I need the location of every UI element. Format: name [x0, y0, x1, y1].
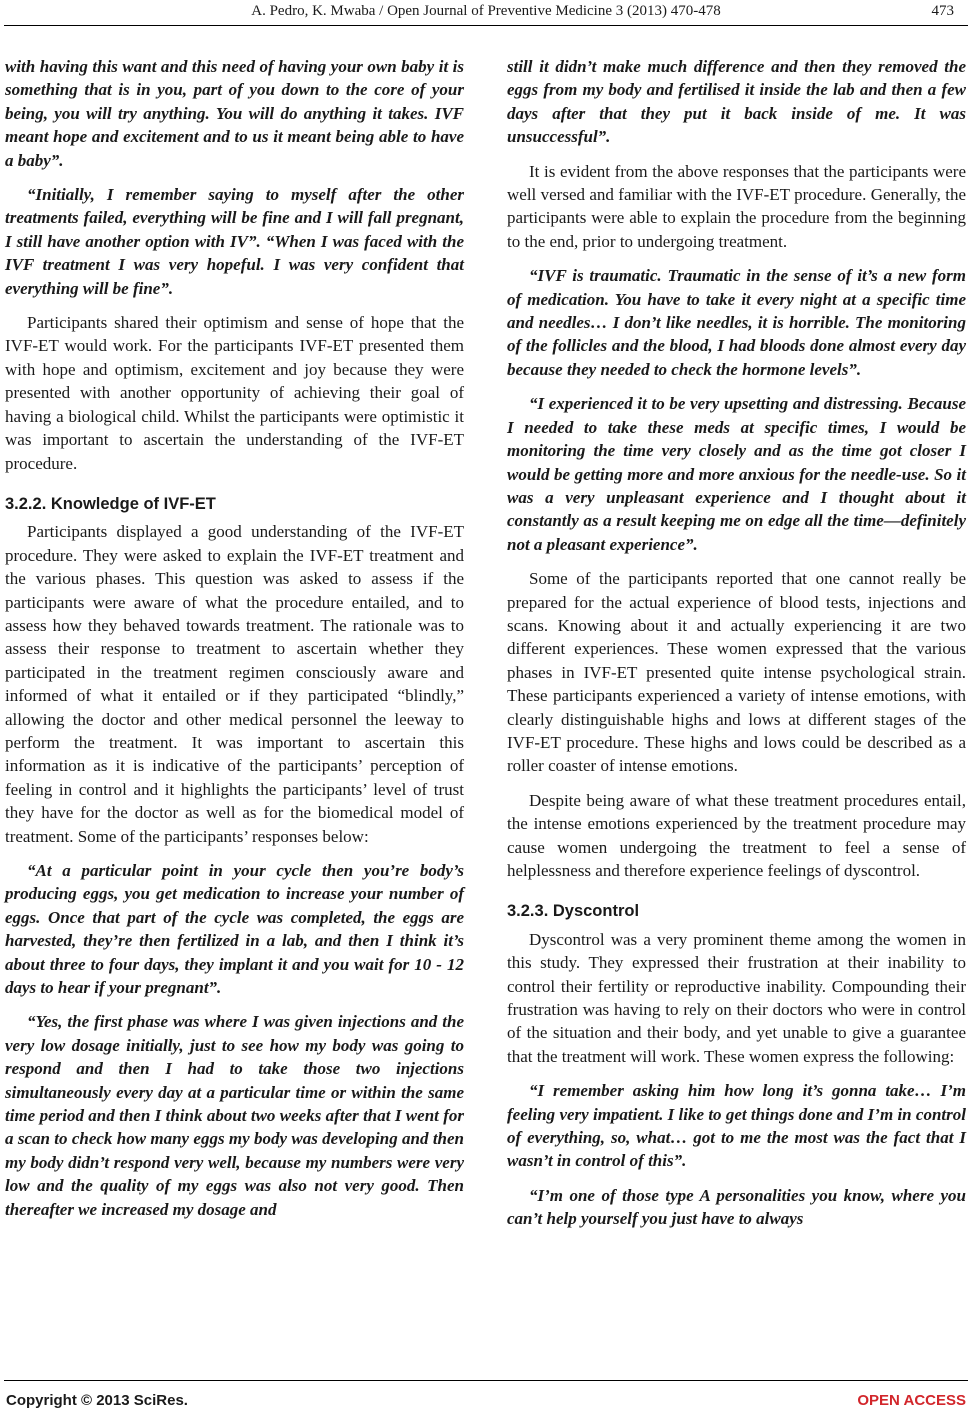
quote-paragraph: with having this want and this need of having your own baby it is something that is in you, part of you down to the core of your being, you will try anything. You will do anything it takes. IVF meant hope and excitement and to us it meant being able to have a baby”. [5, 57, 464, 170]
open-access-label: OPEN ACCESS [857, 1392, 966, 1409]
page-number: 473 [931, 3, 954, 19]
footer-rule [4, 1380, 968, 1381]
quote-paragraph: “Initially, I remember saying to myself after the other treatments failed, everything will be fine and I will fall pregnant, I still have another option with IV”. “When I was faced with the IVF treatment I was very hopeful. I was very confident that everything will be fine”. [5, 185, 464, 298]
right-column [507, 55, 966, 1242]
quote-paragraph: “IVF is traumatic. Traumatic in the sense of it’s a new form of medication. You have to take it every night at a specific time and needles… I don’t like needles, it is horrible. The monitoring of the follicles and the blood, I had bloods done almost every day because they needed to check the hormone levels”. [507, 266, 966, 379]
body-paragraph: It is evident from the above responses that the participants were well versed and familiar with the IVF-ET procedure. Generally, the participants were able to explain the procedure from the beginning to the end, prior to undergoing treatment. [507, 161, 966, 251]
header-rule [4, 25, 968, 26]
quote-paragraph: “I remember asking him how long it’s gonna take… I’m feeling very impatient. I like to get things done and I’m in control of everything, so, what… got to me the most was the fact that I wasn’t in control of this”. [507, 1081, 966, 1171]
quote-paragraph: “I’m one of those type A personalities you know, where you can’t help yourself you just have to always [507, 1185, 966, 1229]
body-paragraph: Participants displayed a good understanding of the IVF-ET procedure. They were asked to explain the IVF-ET treatment and the various phases. This question was asked to assess if the participants were aware of what the procedure entailed, and to assess how they behaved towards treatment. The rationale was to assess their response to treatment to ascertain whether they participated in the treatment regimen consciously aware and informed of what it entailed or if they participated “blindly,” allowing the doctor and other medical personnel the leeway to perform the treatment. It was important to ascertain this information as it is indicative of the participants’ perception of feeling in control and it highlights the participants’ level of trust they have for the doctor as well as for the biomedical model of treatment. Some of the participants’ responses below: [5, 522, 464, 846]
body-paragraph: Dyscontrol was a very prominent theme among the women in this study. They expressed their frustration at their inability to control their fertility or reproductive inability. Compounding their frustration was having to rely on their doctors who were in control of the situation and their body, and yet unable to give a guarantee that the treatment will work. These women express the following: [507, 929, 966, 1066]
page-header [0, 0, 972, 26]
quote-paragraph: “Yes, the first phase was where I was given injections and the very low dosage initially, just to see how my body was going to respond and then I had to take those two injections simultaneously every day at a particular time or within the same time period and then I think about two weeks after that I went for a scan to check how many eggs my body was developing and then my body didn’t respond very well, because my numbers were very low and the quality of my eggs was also not very good. Then thereafter we increased my dosage and [5, 1012, 464, 1219]
section-heading: 3.2.2. Knowledge of IVF-ET [5, 494, 216, 513]
copyright-notice: Copyright © 2013 SciRes. [6, 1392, 188, 1409]
quote-paragraph: “At a particular point in your cycle then you’re body’s producing eggs, you get medication to increase your number of eggs. Once that part of the cycle was completed, the eggs are harvested, they’re then fertilized in a lab, and then I think it’s about three to four days, they implant it and you wait for 10 - 12 days to hear if your pregnant”. [5, 861, 464, 998]
running-title: A. Pedro, K. Mwaba / Open Journal of Preventive Medicine 3 (2013) 470-478 [251, 3, 721, 19]
body-paragraph: Despite being aware of what these treatment procedures entail, the intense emotions experienced by the treatment procedure may cause women undergoing the treatment to feel a sense of helplessness and therefore experience feelings of dyscontrol. [507, 790, 966, 880]
quote-paragraph: “I experienced it to be very upsetting and distressing. Because I needed to take these meds at specific times, I would be monitoring the time very closely and as the time got closer I would be getting more and more anxious for the needle-use. So it was a very unpleasant experience and I thought about it constantly as a result keeping me on edge all the time—definitely not a pleasant experience”. [507, 394, 966, 554]
quote-paragraph: still it didn’t make much difference and then they removed the eggs from my body and fertilised it inside the lab and then a few days after that they put it back inside of me. It was unsuccessful”. [507, 57, 966, 147]
body-paragraph: Some of the participants reported that one cannot really be prepared for the actual experience of blood tests, injections and scans. Knowing about it and actually experiencing it are two different experiences. These women expressed that the various phases in IVF-ET presented quite intense psychological strain. These participants experienced a variety of intense emotions, with clearly distinguishable highs and lows at different stages of the IVF-ET procedure. These highs and lows could be described as a roller coaster of intense emotions. [507, 569, 966, 776]
page-footer [0, 1380, 972, 1417]
section-heading: 3.2.3. Dyscontrol [507, 902, 640, 921]
body-paragraph: Participants shared their optimism and sense of hope that the IVF-ET would work. For the participants IVF-ET presented them with hope and optimism, excitement and joy because they were presented with another opportunity of achieving their goal of having a biological child. Whilst the participants were optimistic it was important to ascertain the understanding of the IVF-ET procedure. [5, 313, 464, 473]
left-column [5, 55, 464, 1232]
